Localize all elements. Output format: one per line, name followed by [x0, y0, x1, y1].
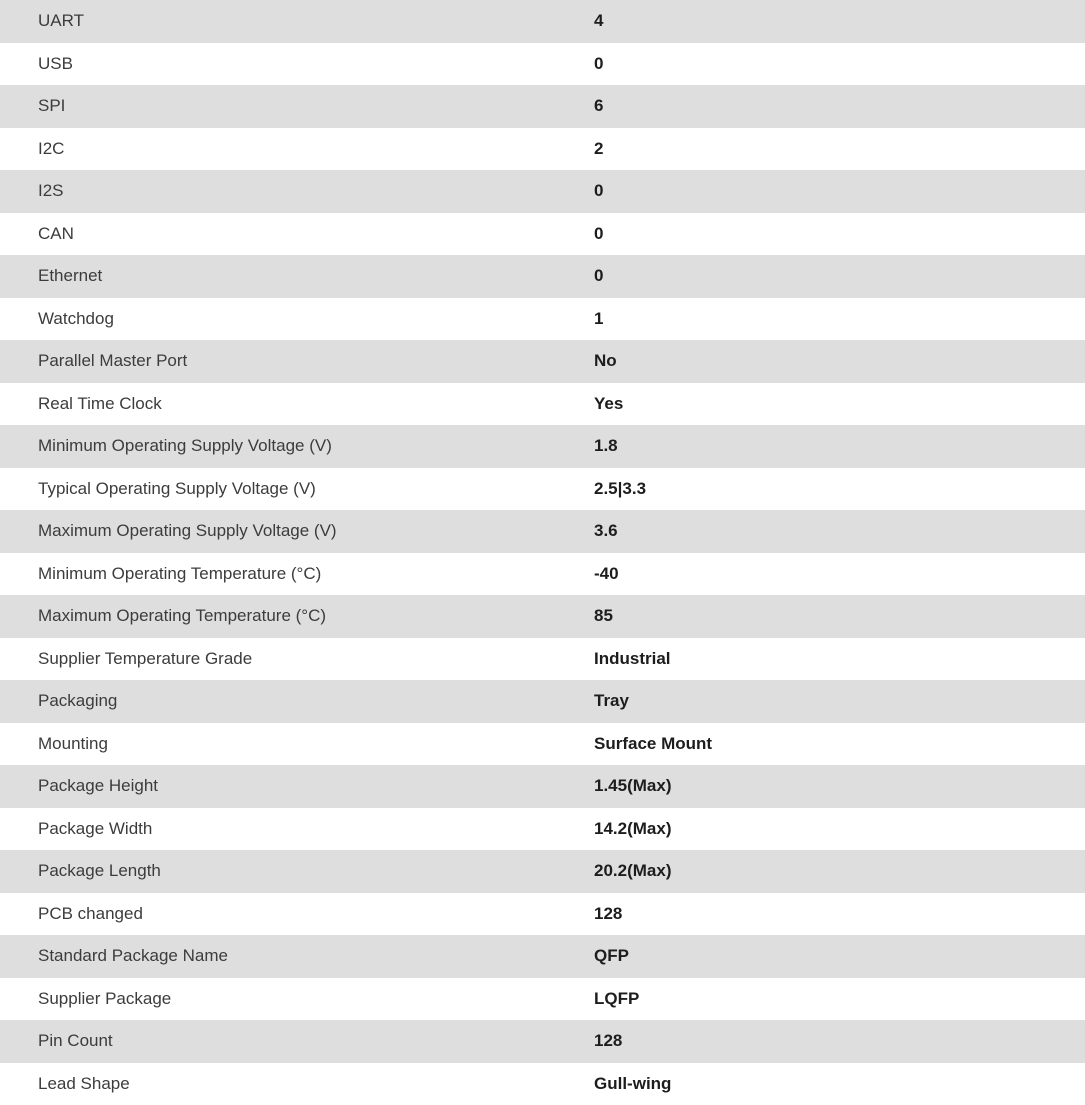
spec-value: 0 [566, 170, 1085, 213]
table-row [0, 0, 1085, 43]
spec-label: Package Length [0, 850, 566, 893]
spec-value: QFP [566, 935, 1085, 978]
table-row [0, 893, 1085, 936]
table-row [0, 425, 1085, 468]
spec-label: USB [0, 43, 566, 86]
spec-label: Lead Shape [0, 1063, 566, 1105]
spec-value: Industrial [566, 638, 1085, 681]
table-row [0, 255, 1085, 298]
spec-value: 2.5|3.3 [566, 468, 1085, 511]
spec-value: 0 [566, 255, 1085, 298]
table-row [0, 680, 1085, 723]
spec-label: Typical Operating Supply Voltage (V) [0, 468, 566, 511]
table-row [0, 510, 1085, 553]
spec-label: Packaging [0, 680, 566, 723]
spec-label: I2C [0, 128, 566, 171]
table-row [0, 128, 1085, 171]
spec-value: 14.2(Max) [566, 808, 1085, 851]
spec-label: Supplier Temperature Grade [0, 638, 566, 681]
table-row [0, 553, 1085, 596]
table-row [0, 1020, 1085, 1063]
table-row [0, 595, 1085, 638]
spec-value: -40 [566, 553, 1085, 596]
spec-value: Surface Mount [566, 723, 1085, 766]
spec-value: Tray [566, 680, 1085, 723]
table-row [0, 383, 1085, 426]
spec-label: CAN [0, 213, 566, 256]
spec-value: 1.45(Max) [566, 765, 1085, 808]
spec-label: Watchdog [0, 298, 566, 341]
spec-label: Maximum Operating Temperature (°C) [0, 595, 566, 638]
spec-label: Parallel Master Port [0, 340, 566, 383]
spec-value: 2 [566, 128, 1085, 171]
spec-label: Minimum Operating Temperature (°C) [0, 553, 566, 596]
table-row [0, 213, 1085, 256]
table-row [0, 765, 1085, 808]
spec-value: 0 [566, 213, 1085, 256]
spec-value: Yes [566, 383, 1085, 426]
spec-label: SPI [0, 85, 566, 128]
table-row [0, 638, 1085, 681]
spec-label: PCB changed [0, 893, 566, 936]
table-row [0, 808, 1085, 851]
spec-value: 20.2(Max) [566, 850, 1085, 893]
spec-value: 85 [566, 595, 1085, 638]
spec-value: 1.8 [566, 425, 1085, 468]
table-row [0, 1063, 1085, 1105]
table-row [0, 850, 1085, 893]
table-row [0, 723, 1085, 766]
spec-label: Package Width [0, 808, 566, 851]
spec-value: No [566, 340, 1085, 383]
spec-label: Standard Package Name [0, 935, 566, 978]
spec-value: 128 [566, 1020, 1085, 1063]
spec-value: Gull-wing [566, 1063, 1085, 1105]
spec-value: 3.6 [566, 510, 1085, 553]
table-row [0, 978, 1085, 1021]
spec-label: Mounting [0, 723, 566, 766]
spec-label: I2S [0, 170, 566, 213]
table-row [0, 298, 1085, 341]
table-row [0, 340, 1085, 383]
spec-value: 0 [566, 43, 1085, 86]
spec-label: Real Time Clock [0, 383, 566, 426]
table-row [0, 935, 1085, 978]
spec-value: LQFP [566, 978, 1085, 1021]
spec-label: Pin Count [0, 1020, 566, 1063]
spec-value: 128 [566, 893, 1085, 936]
table-row [0, 85, 1085, 128]
spec-label: Package Height [0, 765, 566, 808]
spec-value: 4 [566, 0, 1085, 43]
spec-label: Minimum Operating Supply Voltage (V) [0, 425, 566, 468]
spec-label: Maximum Operating Supply Voltage (V) [0, 510, 566, 553]
table-row [0, 43, 1085, 86]
table-row [0, 170, 1085, 213]
table-row [0, 468, 1085, 511]
spec-value: 6 [566, 85, 1085, 128]
spec-label: Ethernet [0, 255, 566, 298]
spec-label: Supplier Package [0, 978, 566, 1021]
spec-value: 1 [566, 298, 1085, 341]
spec-label: UART [0, 0, 566, 43]
